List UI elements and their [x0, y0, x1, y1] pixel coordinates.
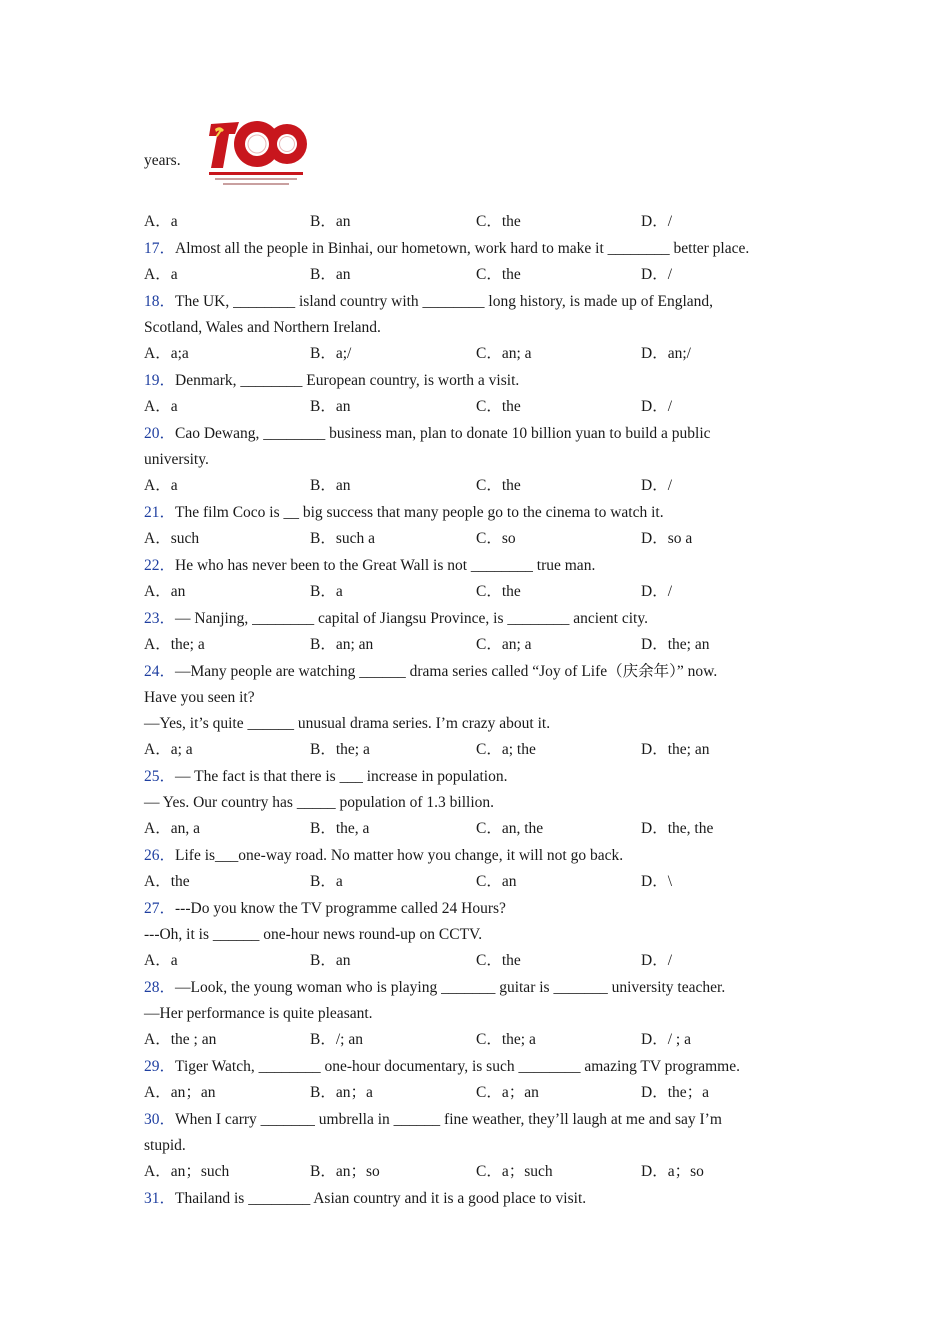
answer-option-b[interactable]	[310, 872, 343, 892]
question-24-line	[144, 662, 717, 682]
option-letter: A．	[144, 398, 171, 415]
answer-option-c[interactable]	[476, 1162, 553, 1182]
answer-option-a[interactable]	[144, 397, 178, 417]
option-text: a	[170, 213, 178, 230]
option-letter: A．	[144, 213, 171, 230]
answer-option-d[interactable]	[641, 582, 672, 602]
question-text: Almost all the people in Binhai, our hometown, work hard to make it ________ better place.	[175, 240, 750, 257]
question-22-line	[144, 556, 595, 576]
option-text: an	[501, 873, 517, 890]
option-text: a;a	[170, 345, 189, 362]
question-number: 20．	[144, 425, 176, 442]
answer-option-d[interactable]	[641, 819, 713, 839]
option-letter: D．	[641, 266, 668, 283]
option-text: the; an	[667, 636, 710, 653]
question-28-line	[144, 978, 725, 998]
option-text: an;/	[667, 345, 691, 362]
option-letter: C．	[476, 1031, 502, 1048]
option-text: an, the	[501, 820, 544, 837]
question-number: 25．	[144, 768, 176, 785]
option-text: an	[335, 398, 351, 415]
option-letter: D．	[641, 530, 668, 547]
question-25-line	[144, 793, 494, 813]
party-centenary-logo	[205, 114, 307, 190]
answer-option-b[interactable]	[310, 529, 375, 549]
option-text: an	[335, 952, 351, 969]
option-text: an; a	[501, 636, 532, 653]
question-text: university.	[144, 451, 209, 468]
option-letter: C．	[476, 636, 502, 653]
option-text: such	[170, 530, 200, 547]
option-text: an	[170, 583, 186, 600]
answer-option-b[interactable]	[310, 740, 370, 760]
answer-option-d[interactable]	[641, 397, 672, 417]
option-letter: D．	[641, 345, 668, 362]
question-19-line	[144, 371, 519, 391]
question-number: 19．	[144, 372, 176, 389]
option-text: the, a	[335, 820, 370, 837]
answer-option-d[interactable]	[641, 344, 691, 364]
option-text: the	[170, 873, 190, 890]
option-letter: B．	[310, 213, 336, 230]
option-text: an	[335, 213, 351, 230]
option-letter: C．	[476, 952, 502, 969]
question-28-line	[144, 1004, 373, 1024]
option-text: a	[170, 477, 178, 494]
answer-option-a[interactable]	[144, 740, 193, 760]
option-letter: D．	[641, 583, 668, 600]
option-letter: B．	[310, 530, 336, 547]
question-number: 22．	[144, 557, 176, 574]
option-letter: A．	[144, 1163, 171, 1180]
option-letter: A．	[144, 1084, 171, 1101]
answer-option-a[interactable]	[144, 476, 178, 496]
question-20-line	[144, 450, 209, 470]
option-letter: D．	[641, 820, 668, 837]
answer-option-a[interactable]	[144, 872, 190, 892]
answer-option-b[interactable]	[310, 344, 351, 364]
answer-option-d[interactable]	[641, 265, 672, 285]
answer-option-c[interactable]	[476, 819, 543, 839]
answer-option-a[interactable]	[144, 951, 178, 971]
intro-text: years.	[144, 152, 181, 169]
option-text: the	[501, 477, 521, 494]
answer-option-d[interactable]	[641, 951, 672, 971]
option-text: the；a	[667, 1084, 710, 1101]
option-text: \	[667, 873, 673, 890]
question-text: —Look, the young woman who is playing _______ guitar is _______ university teacher.	[175, 979, 726, 996]
answer-option-a[interactable]	[144, 1083, 215, 1103]
option-letter: A．	[144, 266, 171, 283]
option-letter: B．	[310, 1163, 336, 1180]
option-text: a；an	[501, 1084, 539, 1101]
answer-option-d[interactable]	[641, 1162, 704, 1182]
question-text: Tiger Watch, ________ one-hour documentary, is such ________ amazing TV programme.	[175, 1058, 740, 1075]
question-17-line	[144, 239, 749, 259]
option-text: a; the	[501, 741, 536, 758]
option-text: the; a	[335, 741, 370, 758]
option-letter: A．	[144, 952, 171, 969]
option-letter: B．	[310, 952, 336, 969]
answer-option-d[interactable]	[641, 1083, 709, 1103]
option-letter: A．	[144, 477, 171, 494]
answer-option-d[interactable]	[641, 529, 692, 549]
option-letter: D．	[641, 1084, 668, 1101]
option-letter: A．	[144, 345, 171, 362]
option-letter: C．	[476, 477, 502, 494]
option-letter: C．	[476, 530, 502, 547]
question-26-line	[144, 846, 623, 866]
answer-option-a[interactable]	[144, 344, 189, 364]
option-letter: A．	[144, 1031, 171, 1048]
option-text: a；such	[501, 1163, 553, 1180]
option-text: /	[667, 398, 673, 415]
option-letter: A．	[144, 820, 171, 837]
option-text: a；so	[667, 1163, 704, 1180]
question-27-line	[144, 899, 506, 919]
option-text: an	[335, 477, 351, 494]
option-letter: D．	[641, 873, 668, 890]
option-text: /	[667, 583, 673, 600]
option-letter: D．	[641, 952, 668, 969]
answer-option-c[interactable]	[476, 344, 532, 364]
answer-option-d[interactable]	[641, 635, 709, 655]
question-24-line	[144, 688, 255, 708]
question-number: 18．	[144, 293, 176, 310]
question-text: stupid.	[144, 1137, 186, 1154]
question-number: 23．	[144, 610, 176, 627]
option-letter: A．	[144, 873, 171, 890]
question-number: 29．	[144, 1058, 176, 1075]
option-text: the; an	[667, 741, 710, 758]
option-letter: C．	[476, 266, 502, 283]
option-text: such a	[335, 530, 376, 547]
question-text: —Her performance is quite pleasant.	[144, 1005, 373, 1022]
question-18-line	[144, 318, 381, 338]
answer-option-a[interactable]	[144, 819, 200, 839]
question-text: Life is___one-way road. No matter how you change, it will not go back.	[175, 847, 624, 864]
option-text: a	[170, 266, 178, 283]
question-text: When I carry _______ umbrella in ______ fine weather, they’ll laugh at me and say I’m	[175, 1111, 722, 1128]
question-number: 26．	[144, 847, 176, 864]
question-number: 27．	[144, 900, 176, 917]
question-text: Cao Dewang, ________ business man, plan to donate 10 billion yuan to build a public	[175, 425, 711, 442]
option-text: /	[667, 213, 673, 230]
option-letter: B．	[310, 477, 336, 494]
option-text: the	[501, 213, 521, 230]
option-letter: D．	[641, 213, 668, 230]
option-letter: B．	[310, 266, 336, 283]
option-text: /	[667, 266, 673, 283]
answer-option-c[interactable]	[476, 872, 516, 892]
question-24-line	[144, 714, 550, 734]
option-letter: A．	[144, 636, 171, 653]
option-text: an, a	[170, 820, 200, 837]
option-letter: A．	[144, 583, 171, 600]
answer-option-c[interactable]	[476, 265, 521, 285]
option-letter: B．	[310, 1031, 336, 1048]
option-letter: B．	[310, 583, 336, 600]
question-text: Scotland, Wales and Northern Ireland.	[144, 319, 381, 336]
question-29-line	[144, 1057, 740, 1077]
option-letter: B．	[310, 398, 336, 415]
question-18-line	[144, 292, 713, 312]
option-text: /	[667, 477, 673, 494]
answer-option-b[interactable]	[310, 582, 343, 602]
question-27-line	[144, 925, 482, 945]
question-text: —Yes, it’s quite ______ unusual drama series. I’m crazy about it.	[144, 715, 551, 732]
option-letter: C．	[476, 873, 502, 890]
option-letter: B．	[310, 1084, 336, 1101]
option-text: a	[335, 583, 343, 600]
option-text: the	[501, 266, 521, 283]
answer-option-a[interactable]	[144, 582, 185, 602]
question-31-line	[144, 1189, 586, 1209]
option-text: an	[335, 266, 351, 283]
answer-option-c[interactable]	[476, 212, 521, 232]
answer-option-b[interactable]	[310, 476, 350, 496]
option-letter: A．	[144, 530, 171, 547]
option-letter: C．	[476, 213, 502, 230]
option-letter: B．	[310, 345, 336, 362]
question-number: 17．	[144, 240, 176, 257]
question-25-line	[144, 767, 507, 787]
option-text: /; an	[335, 1031, 363, 1048]
answer-option-c[interactable]	[476, 1030, 536, 1050]
option-letter: C．	[476, 820, 502, 837]
answer-option-b[interactable]	[310, 265, 350, 285]
answer-option-b[interactable]	[310, 212, 350, 232]
option-text: an；an	[170, 1084, 216, 1101]
answer-option-c[interactable]	[476, 476, 521, 496]
answer-option-c[interactable]	[476, 582, 521, 602]
answer-option-c[interactable]	[476, 740, 536, 760]
option-letter: C．	[476, 1084, 502, 1101]
answer-option-a[interactable]	[144, 212, 178, 232]
option-letter: D．	[641, 398, 668, 415]
question-number: 24．	[144, 663, 176, 680]
option-text: the	[501, 583, 521, 600]
option-text: / ; a	[667, 1031, 691, 1048]
option-letter: B．	[310, 873, 336, 890]
option-letter: D．	[641, 1163, 668, 1180]
option-text: so	[501, 530, 516, 547]
answer-option-b[interactable]	[310, 635, 373, 655]
option-text: the, the	[667, 820, 714, 837]
option-text: the ; an	[170, 1031, 217, 1048]
option-letter: A．	[144, 741, 171, 758]
answer-option-c[interactable]	[476, 397, 521, 417]
answer-option-b[interactable]	[310, 1083, 373, 1103]
question-text: Denmark, ________ European country, is worth a visit.	[175, 372, 520, 389]
question-23-line	[144, 609, 648, 629]
question-number: 30．	[144, 1111, 176, 1128]
option-text: so a	[667, 530, 693, 547]
question-number: 31．	[144, 1190, 176, 1207]
option-text: the	[501, 952, 521, 969]
answer-option-b[interactable]	[310, 951, 350, 971]
question-30-line	[144, 1136, 186, 1156]
question-text: The film Coco is __ big success that many people go to the cinema to watch it.	[175, 504, 664, 521]
answer-option-c[interactable]	[476, 529, 516, 549]
option-text: a; a	[170, 741, 193, 758]
option-letter: D．	[641, 636, 668, 653]
question-number: 21．	[144, 504, 176, 521]
answer-option-c[interactable]	[476, 635, 532, 655]
option-text: an；a	[335, 1084, 373, 1101]
answer-option-b[interactable]	[310, 1030, 363, 1050]
option-text: an; a	[501, 345, 532, 362]
option-text: a	[170, 952, 178, 969]
question-text: — The fact is that there is ___ increase in population.	[175, 768, 508, 785]
option-text: an；so	[335, 1163, 380, 1180]
option-letter: C．	[476, 398, 502, 415]
option-letter: C．	[476, 345, 502, 362]
question-text: Thailand is ________ Asian country and it is a good place to visit.	[175, 1190, 587, 1207]
option-text: the; a	[501, 1031, 536, 1048]
option-text: the	[501, 398, 521, 415]
question-text: Have you seen it?	[144, 689, 255, 706]
answer-option-b[interactable]	[310, 397, 350, 417]
answer-option-a[interactable]	[144, 1162, 229, 1182]
option-text: the; a	[170, 636, 205, 653]
option-letter: C．	[476, 583, 502, 600]
option-letter: B．	[310, 741, 336, 758]
option-letter: D．	[641, 741, 668, 758]
option-letter: B．	[310, 820, 336, 837]
option-text: a	[335, 873, 343, 890]
option-letter: B．	[310, 636, 336, 653]
option-text: an; an	[335, 636, 374, 653]
answer-option-b[interactable]	[310, 819, 369, 839]
option-letter: D．	[641, 477, 668, 494]
option-text: a	[170, 398, 178, 415]
answer-option-c[interactable]	[476, 951, 521, 971]
answer-option-a[interactable]	[144, 529, 199, 549]
question-text: He who has never been to the Great Wall is not ________ true man.	[175, 557, 596, 574]
answer-option-d[interactable]	[641, 872, 672, 892]
question-30-line	[144, 1110, 722, 1130]
option-text: an；such	[170, 1163, 230, 1180]
answer-option-d[interactable]	[641, 476, 672, 496]
question-text: —Many people are watching ______ drama series called “Joy of Life（庆余年）” now.	[175, 663, 718, 680]
answer-option-c[interactable]	[476, 1083, 539, 1103]
option-letter: C．	[476, 741, 502, 758]
question-text: The UK, ________ island country with ________ long history, is made up of England,	[175, 293, 714, 310]
option-text: a;/	[335, 345, 352, 362]
question-text: ---Oh, it is ______ one-hour news round-up on CCTV.	[144, 926, 483, 943]
answer-option-a[interactable]	[144, 265, 178, 285]
question-text: ---Do you know the TV programme called 24 Hours?	[175, 900, 506, 917]
question-text: — Nanjing, ________ capital of Jiangsu Province, is ________ ancient city.	[175, 610, 648, 627]
option-text: /	[667, 952, 673, 969]
question-20-line	[144, 424, 711, 444]
answer-option-d[interactable]	[641, 1030, 691, 1050]
answer-option-d[interactable]	[641, 740, 709, 760]
question-number: 28．	[144, 979, 176, 996]
question-text: — Yes. Our country has _____ population of 1.3 billion.	[144, 794, 495, 811]
answer-option-a[interactable]	[144, 635, 205, 655]
option-letter: D．	[641, 1031, 668, 1048]
answer-option-a[interactable]	[144, 1030, 216, 1050]
question-21-line	[144, 503, 664, 523]
answer-option-d[interactable]	[641, 212, 672, 232]
option-letter: C．	[476, 1163, 502, 1180]
answer-option-b[interactable]	[310, 1162, 380, 1182]
